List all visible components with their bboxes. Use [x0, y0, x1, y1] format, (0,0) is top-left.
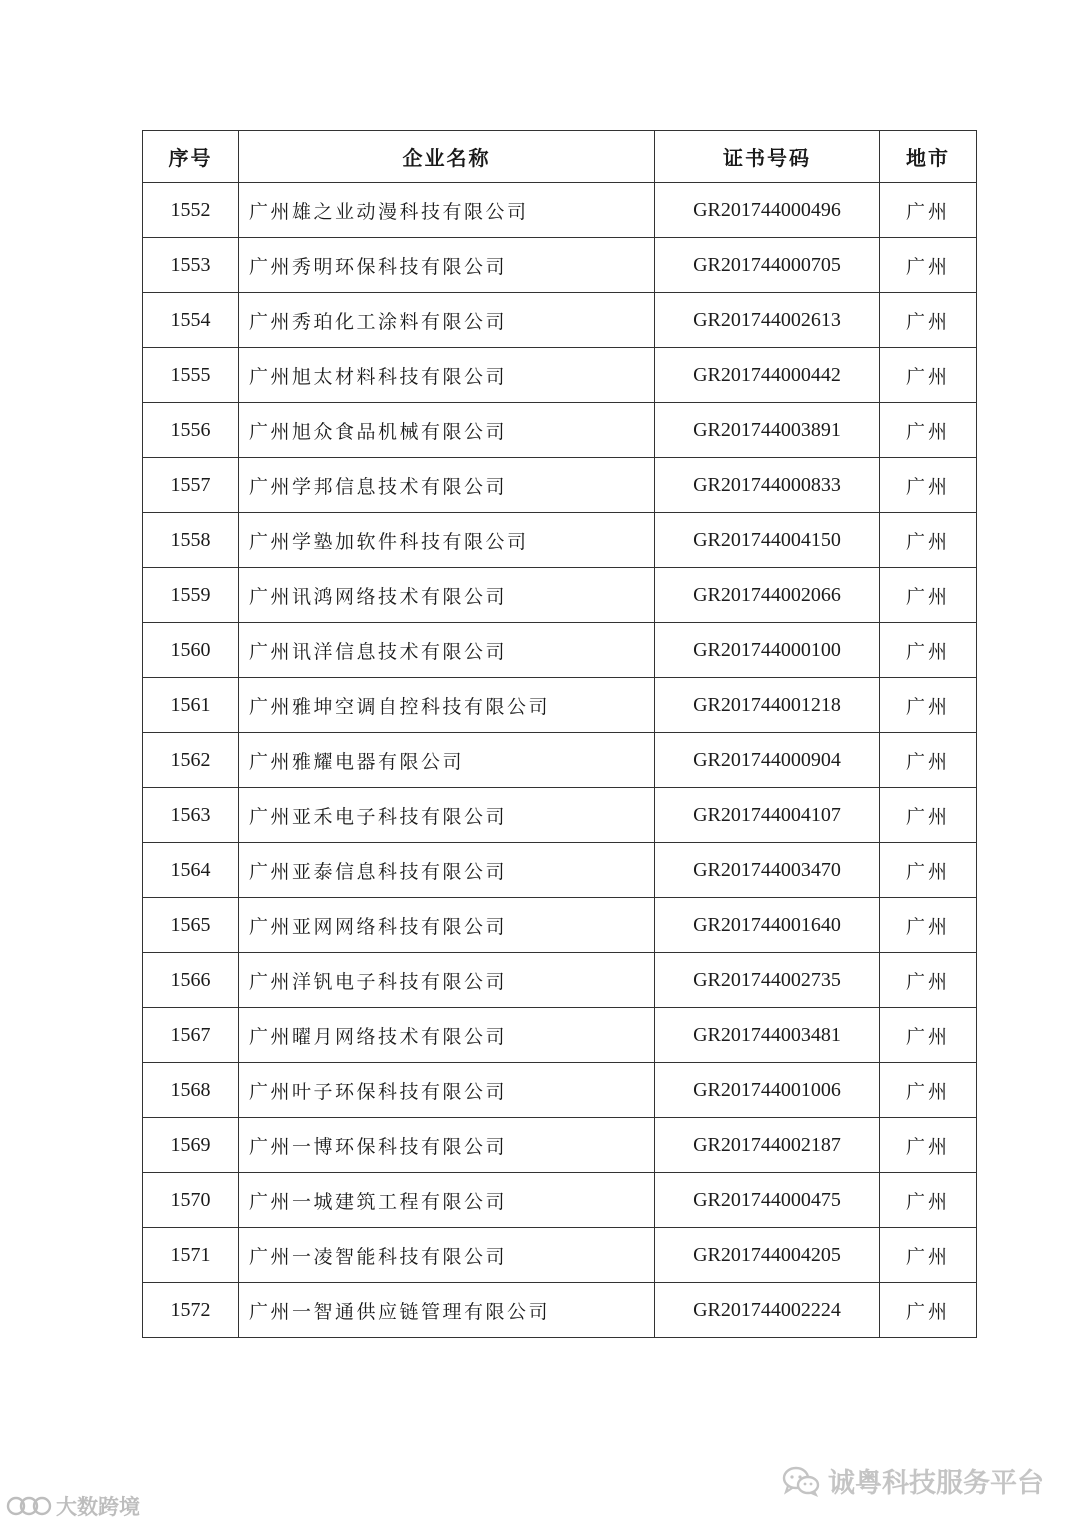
seq-cell: 1564 [143, 843, 239, 898]
table-row [143, 458, 977, 513]
city-cell: 广州 [880, 843, 977, 898]
table-row [143, 678, 977, 733]
seq-cell: 1562 [143, 733, 239, 788]
certificate-number-cell: GR201744000100 [655, 623, 880, 678]
company-name-cell: 广州雅耀电器有限公司 [239, 733, 655, 788]
company-name-cell: 广州讯鸿网络技术有限公司 [239, 568, 655, 623]
certificate-number-cell: GR201744000475 [655, 1173, 880, 1228]
header-seq: 序号 [143, 131, 239, 183]
table-row [143, 1063, 977, 1118]
seq-cell: 1558 [143, 513, 239, 568]
table-row [143, 183, 977, 238]
table-row [143, 1173, 977, 1228]
table-row [143, 623, 977, 678]
watermark-platform [782, 1461, 1044, 1500]
certificate-number-cell: GR201744004150 [655, 513, 880, 568]
watermark-brand [6, 1491, 140, 1521]
city-cell: 广州 [880, 788, 977, 843]
company-name-cell: 广州讯洋信息技术有限公司 [239, 623, 655, 678]
certificate-number-cell: GR201744000705 [655, 238, 880, 293]
company-name-cell: 广州一城建筑工程有限公司 [239, 1173, 655, 1228]
seq-cell: 1570 [143, 1173, 239, 1228]
company-name-cell: 广州雄之业动漫科技有限公司 [239, 183, 655, 238]
city-cell: 广州 [880, 733, 977, 788]
city-cell: 广州 [880, 1228, 977, 1283]
company-name-cell: 广州一凌智能科技有限公司 [239, 1228, 655, 1283]
company-name-cell: 广州亚网网络科技有限公司 [239, 898, 655, 953]
seq-cell: 1563 [143, 788, 239, 843]
seq-cell: 1555 [143, 348, 239, 403]
certificate-table [142, 130, 977, 1338]
company-name-cell: 广州学塾加软件科技有限公司 [239, 513, 655, 568]
table-row [143, 238, 977, 293]
certificate-number-cell: GR201744004107 [655, 788, 880, 843]
seq-cell: 1565 [143, 898, 239, 953]
seq-cell: 1567 [143, 1008, 239, 1063]
table-row [143, 348, 977, 403]
table-row [143, 733, 977, 788]
table-row [143, 1283, 977, 1338]
city-cell: 广州 [880, 238, 977, 293]
header-row [143, 131, 977, 183]
company-name-cell: 广州雅坤空调自控科技有限公司 [239, 678, 655, 733]
watermark-brand-text: 大数跨境 [56, 1495, 140, 1519]
certificate-number-cell: GR201744000833 [655, 458, 880, 513]
company-name-cell: 广州秀明环保科技有限公司 [239, 238, 655, 293]
table-row [143, 293, 977, 348]
company-name-cell: 广州学邦信息技术有限公司 [239, 458, 655, 513]
certificate-number-cell: GR201744001218 [655, 678, 880, 733]
certificate-number-cell: GR201744002613 [655, 293, 880, 348]
company-name-cell: 广州曜月网络技术有限公司 [239, 1008, 655, 1063]
header-company-name: 企业名称 [239, 131, 655, 183]
table-row [143, 1008, 977, 1063]
table-row [143, 568, 977, 623]
certificate-number-cell: GR201744003470 [655, 843, 880, 898]
watermark-platform-text: 诚粤科技服务平台 [828, 1468, 1044, 1499]
seq-cell: 1561 [143, 678, 239, 733]
certificate-number-cell: GR201744003481 [655, 1008, 880, 1063]
city-cell: 广州 [880, 1283, 977, 1338]
certificate-number-cell: GR201744001640 [655, 898, 880, 953]
table-row [143, 1228, 977, 1283]
company-name-cell: 广州叶子环保科技有限公司 [239, 1063, 655, 1118]
company-name-cell: 广州亚禾电子科技有限公司 [239, 788, 655, 843]
certificate-number-cell: GR201744002735 [655, 953, 880, 1008]
table-body [143, 183, 977, 1338]
city-cell: 广州 [880, 1063, 977, 1118]
company-name-cell: 广州亚泰信息科技有限公司 [239, 843, 655, 898]
certificate-number-cell: GR201744000904 [655, 733, 880, 788]
city-cell: 广州 [880, 183, 977, 238]
certificate-number-cell: GR201744000496 [655, 183, 880, 238]
table-row [143, 1118, 977, 1173]
city-cell: 广州 [880, 953, 977, 1008]
brand-logo-icon [6, 1493, 52, 1519]
city-cell: 广州 [880, 898, 977, 953]
city-cell: 广州 [880, 1173, 977, 1228]
company-name-cell: 广州一智通供应链管理有限公司 [239, 1283, 655, 1338]
city-cell: 广州 [880, 458, 977, 513]
seq-cell: 1556 [143, 403, 239, 458]
city-cell: 广州 [880, 678, 977, 733]
city-cell: 广州 [880, 568, 977, 623]
seq-cell: 1559 [143, 568, 239, 623]
city-cell: 广州 [880, 1008, 977, 1063]
seq-cell: 1554 [143, 293, 239, 348]
header-certificate-number: 证书号码 [655, 131, 880, 183]
wechat-icon [782, 1465, 820, 1497]
city-cell: 广州 [880, 513, 977, 568]
seq-cell: 1572 [143, 1283, 239, 1338]
seq-cell: 1569 [143, 1118, 239, 1173]
seq-cell: 1571 [143, 1228, 239, 1283]
company-name-cell: 广州一博环保科技有限公司 [239, 1118, 655, 1173]
company-name-cell: 广州旭太材料科技有限公司 [239, 348, 655, 403]
table-row [143, 788, 977, 843]
seq-cell: 1553 [143, 238, 239, 293]
table-row [143, 403, 977, 458]
city-cell: 广州 [880, 1118, 977, 1173]
company-name-cell: 广州旭众食品机械有限公司 [239, 403, 655, 458]
header-city: 地市 [880, 131, 977, 183]
city-cell: 广州 [880, 403, 977, 458]
certificate-number-cell: GR201744004205 [655, 1228, 880, 1283]
seq-cell: 1557 [143, 458, 239, 513]
company-name-cell: 广州洋钒电子科技有限公司 [239, 953, 655, 1008]
certificate-number-cell: GR201744002066 [655, 568, 880, 623]
seq-cell: 1552 [143, 183, 239, 238]
certificate-number-cell: GR201744002187 [655, 1118, 880, 1173]
seq-cell: 1566 [143, 953, 239, 1008]
city-cell: 广州 [880, 293, 977, 348]
table-row [143, 953, 977, 1008]
seq-cell: 1568 [143, 1063, 239, 1118]
table-row [143, 843, 977, 898]
certificate-number-cell: GR201744001006 [655, 1063, 880, 1118]
city-cell: 广州 [880, 348, 977, 403]
table-row [143, 898, 977, 953]
table-header [143, 131, 977, 183]
seq-cell: 1560 [143, 623, 239, 678]
certificate-number-cell: GR201744002224 [655, 1283, 880, 1338]
certificate-number-cell: GR201744003891 [655, 403, 880, 458]
company-name-cell: 广州秀珀化工涂料有限公司 [239, 293, 655, 348]
certificate-number-cell: GR201744000442 [655, 348, 880, 403]
city-cell: 广州 [880, 623, 977, 678]
table-row [143, 513, 977, 568]
